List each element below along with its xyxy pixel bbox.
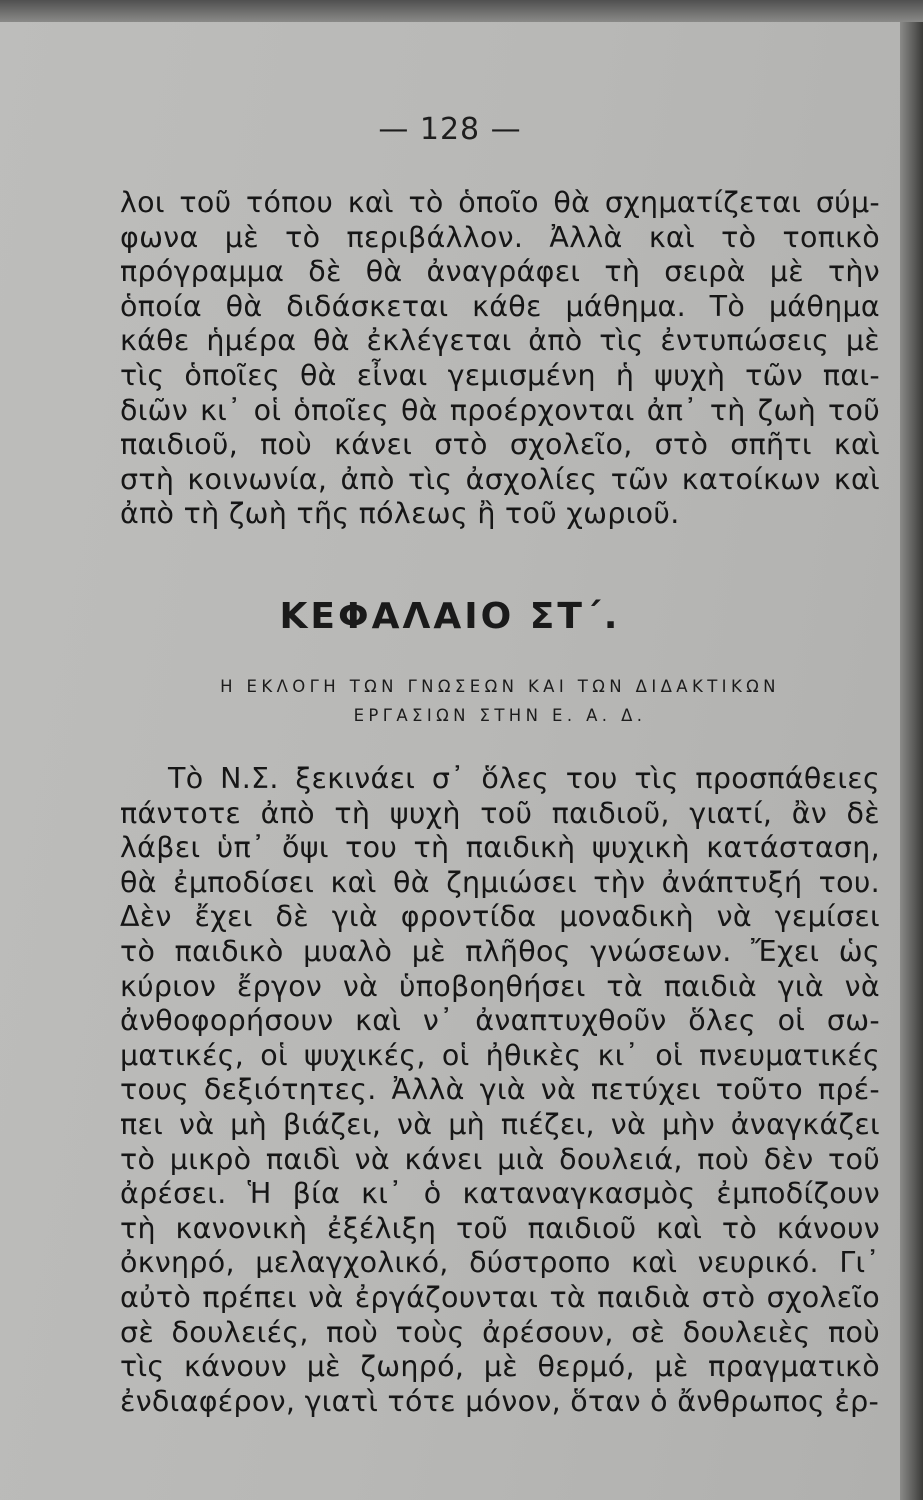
text-line: τὶς ὁποῖες θὰ εἶναι γεμισμένη ἡ ψυχὴ τῶν παι-: [120, 358, 880, 392]
text-line: ὀκνηρό, μελαγχολικό, δύστροπο καὶ νευρικό. Γι᾽: [120, 1246, 880, 1280]
text-line: κάθε ἡμέρα θὰ ἐκλέγεται ἀπὸ τὶς ἐντυπώσεις μὲ: [120, 324, 880, 358]
text-line: λοι τοῦ τόπου καὶ τὸ ὁποῖο θὰ σχηματίζεται σύμ-: [120, 186, 880, 219]
text-line: κύριον ἔργον νὰ ὑποβοηθήσει τὰ παιδιὰ γιὰ νὰ: [120, 969, 880, 1003]
chapter-subtitle-line-1: Η ΕΚΛΟΓΗ ΤΩΝ ΓΝΩΣΕΩΝ ΚΑΙ ΤΩΝ ΔΙΔΑΚΤΙΚΩΝ: [220, 677, 780, 696]
page-number: — 128 —: [378, 112, 522, 147]
text-line: διῶν κι᾽ οἱ ὁποῖες θὰ προέρχονται ἀπ᾽ τὴ ζωὴ τοῦ: [120, 393, 880, 427]
paragraph-continued: [120, 186, 880, 532]
text-line: ἀνθοφορήσουν καὶ ν᾽ ἀναπτυχθοῦν ὅλες οἱ σω-: [120, 1004, 880, 1038]
text-line: στὴ κοινωνία, ἀπὸ τὶς ἀσχολίες τῶν κατοίκων καὶ: [120, 462, 880, 496]
text-line: αὐτὸ πρέπει νὰ ἐργάζουνται τὰ παιδιὰ στὸ σχολεῖο: [120, 1280, 880, 1314]
text-line: Τὸ Ν.Σ. ξεκινάει σ᾽ ὅλες του τὶς προσπάθειες: [168, 762, 880, 795]
text-line: τὸ παιδικὸ μυαλὸ μὲ πλῆθος γνώσεων. Ἔχει ὡς: [120, 934, 880, 968]
scan-top-edge: [0, 0, 923, 22]
text-line: φωνα μὲ τὸ περιβάλλον. Ἀλλὰ καὶ τὸ τοπικὸ: [120, 220, 880, 254]
text-line: πει νὰ μὴ βιάζει, νὰ μὴ πιέζει, νὰ μὴν ἀναγκάζει: [120, 1107, 880, 1141]
text-line: ἀπὸ τὴ ζωὴ τῆς πόλεως ἢ τοῦ χωριοῦ.: [120, 497, 680, 531]
text-line: σὲ δουλειές, ποὺ τοὺς ἀρέσουν, σὲ δουλειὲς ποὺ: [120, 1315, 880, 1349]
text-line: λάβει ὑπ᾽ ὄψι του τὴ παιδικὴ ψυχικὴ κατάσταση,: [120, 831, 880, 865]
text-line: πρόγραμμα δὲ θὰ ἀναγράφει τὴ σειρὰ μὲ τὴν: [120, 255, 880, 289]
text-line: τὴ κανονικὴ ἐξέλιξη τοῦ παιδιοῦ καὶ τὸ κάνουν: [120, 1211, 880, 1245]
text-line: ματικές, οἱ ψυχικές, οἱ ἠθικὲς κι᾽ οἱ πνευματικές: [120, 1038, 880, 1072]
chapter-subtitle-line-2: ΕΡΓΑΣΙΩΝ ΣΤΗΝ Ε. Α. Δ.: [353, 706, 647, 725]
text-line: τὶς κάνουν μὲ ζωηρό, μὲ θερμό, μὲ πραγματικὸ: [120, 1350, 880, 1384]
text-line: τὸ μικρὸ παιδὶ νὰ κάνει μιὰ δουλειά, ποὺ δὲν τοῦ: [120, 1142, 880, 1176]
paragraph-chapter-body: [120, 762, 880, 1419]
chapter-title: ΚΕΦΑΛΑΙΟ ΣΤ΄.: [279, 596, 621, 637]
text-line: θὰ ἐμποδίσει καὶ θὰ ζημιώσει τὴν ἀνάπτυξή του.: [120, 865, 880, 899]
text-line: ἐνδιαφέρον, γιατὶ τότε μόνον, ὅταν ὁ ἄνθρωπος ἐρ-: [120, 1384, 880, 1418]
text-line: ὁποία θὰ διδάσκεται κάθε μάθημα. Τὸ μάθημα: [120, 289, 880, 323]
text-line: παιδιοῦ, ποὺ κάνει στὸ σχολεῖο, στὸ σπῆτι καὶ: [120, 428, 880, 462]
text-line: ἀρέσει. Ἡ βία κι᾽ ὁ καταναγκασμὸς ἐμποδίζουν: [120, 1177, 880, 1211]
book-binding-edge: [900, 0, 923, 1500]
text-line: πάντοτε ἀπὸ τὴ ψυχὴ τοῦ παιδιοῦ, γιατί, ἂν δὲ: [120, 796, 880, 830]
text-line: τους δεξιότητες. Ἀλλὰ γιὰ νὰ πετύχει τοῦτο πρέ-: [120, 1073, 880, 1107]
text-line: Δὲν ἔχει δὲ γιὰ φροντίδα μοναδικὴ νὰ γεμίσει: [120, 900, 880, 934]
